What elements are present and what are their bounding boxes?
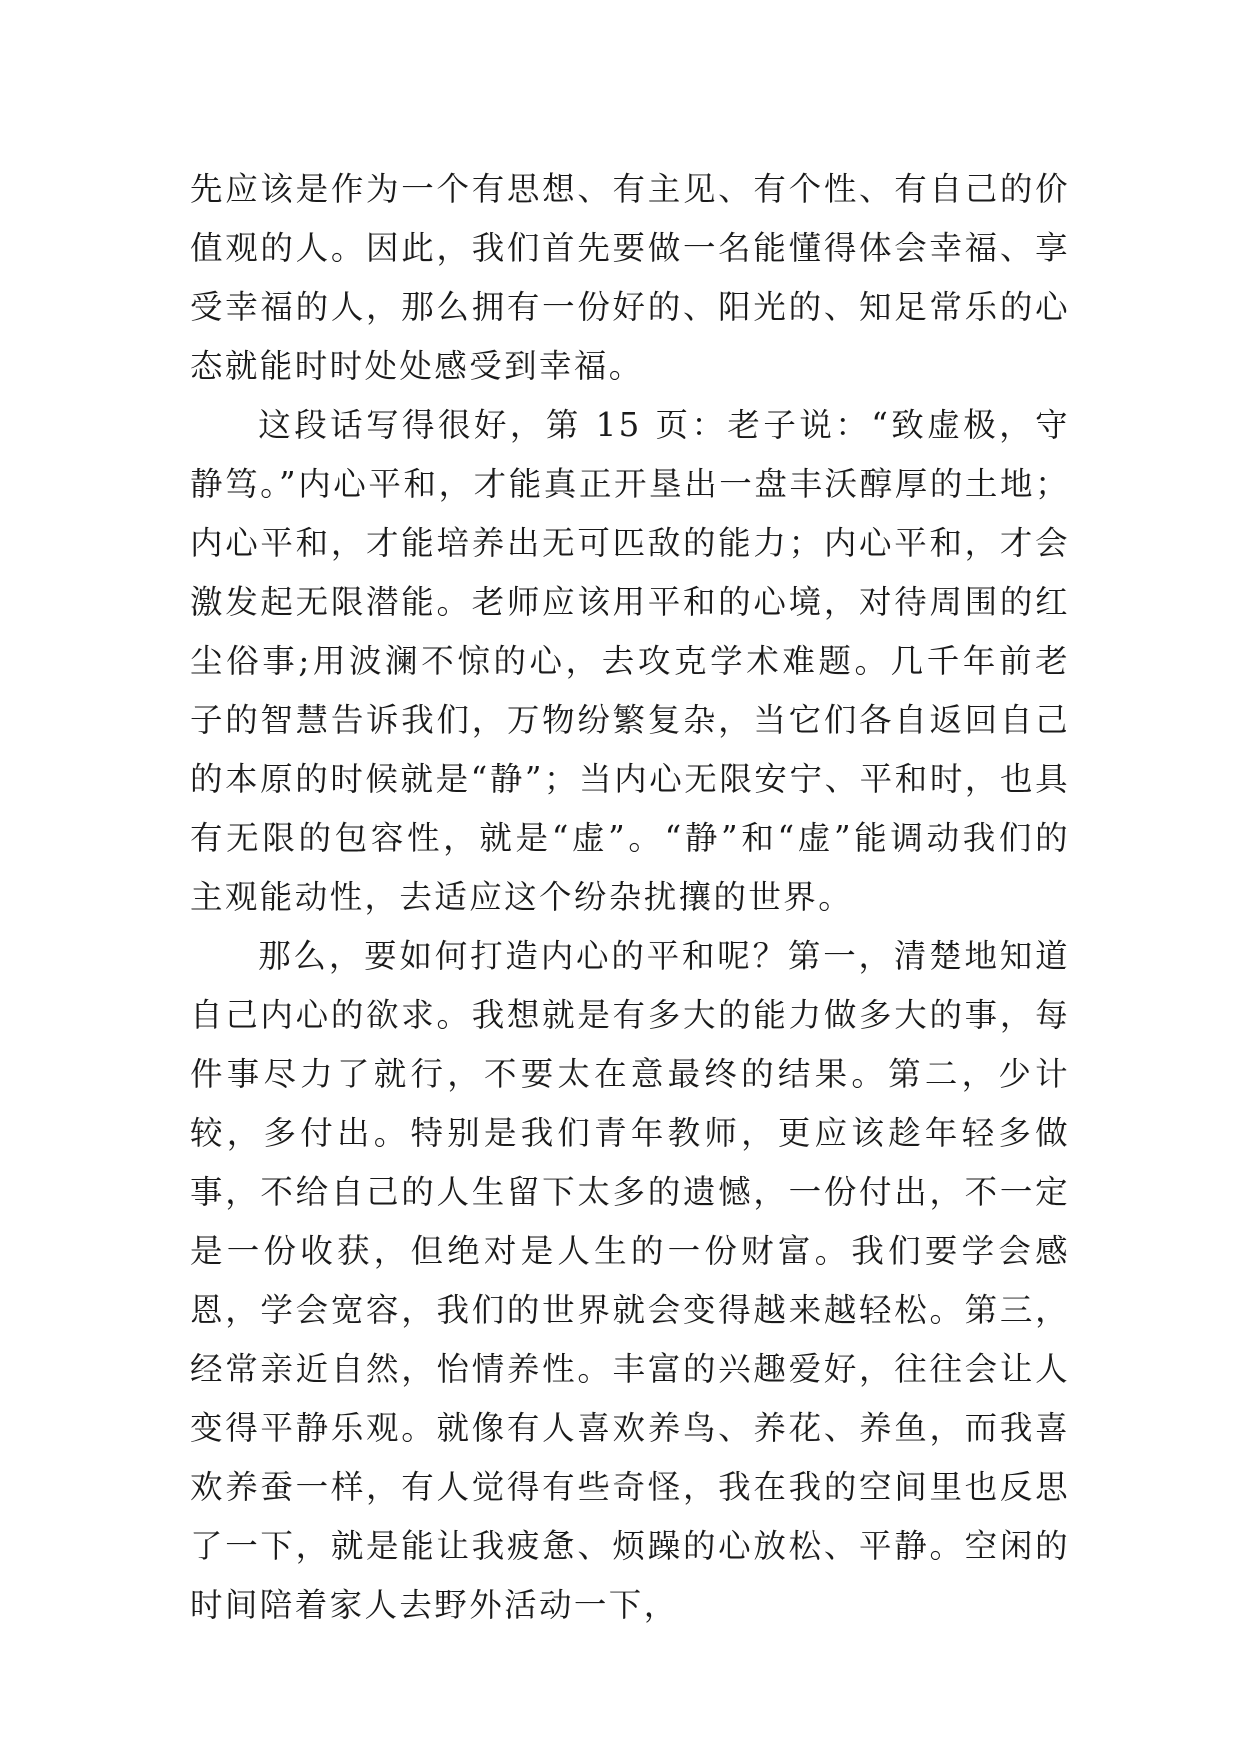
paragraph-2: 这段话写得很好，第 15 页：老子说：“致虚极，守静笃。”内心平和，才能真正开垦出一盘丰沃醇厚的土地；内心平和，才能培养出无可匹敌的能力；内心平和，才会激发起无限潜能。老师应该用平和的心境，对待周围的红尘俗事;用波澜不惊的心，去攻克学术难题。几千年前老子的智慧告诉我们，万物纷繁复杂，当它们各自返回自己的本原的时候就是“静”；当内心无限安宁、平和时，也具有无限的包容性，就是“虚”。“静”和“虚”能调动我们的主观能动性，去适应这个纷杂扰攘的世界。 xyxy=(190,406,1070,916)
paragraph-3: 那么，要如何打造内心的平和呢？第一，清楚地知道自己内心的欲求。我想就是有多大的能力做多大的事，每件事尽力了就行，不要太在意最终的结果。第二，少计较，多付出。特别是我们青年教师，更应该趁年轻多做事，不给自己的人生留下太多的遗憾，一份付出，不一定是一份收获，但绝对是人生的一份财富。我们要学会感恩，学会宽容，我们的世界就会变得越来越轻松。第三，经常亲近自然，怡情养性。丰富的兴趣爱好，往往会让人变得平静乐观。就像有人喜欢养鸟、养花、养鱼，而我喜欢养蚕一样，有人觉得有些奇怪，我在我的空间里也反思了一下，就是能让我疲惫、烦躁的心放松、平静。空闲的时间陪着家人去野外活动一下， xyxy=(190,937,1070,1624)
paragraph-1: 先应该是作为一个有思想、有主见、有个性、有自己的价值观的人。因此，我们首先要做一名能懂得体会幸福、享受幸福的人，那么拥有一份好的、阳光的、知足常乐的心态就能时时处处感受到幸福。 xyxy=(190,170,1070,385)
body-text xyxy=(190,160,1070,1635)
